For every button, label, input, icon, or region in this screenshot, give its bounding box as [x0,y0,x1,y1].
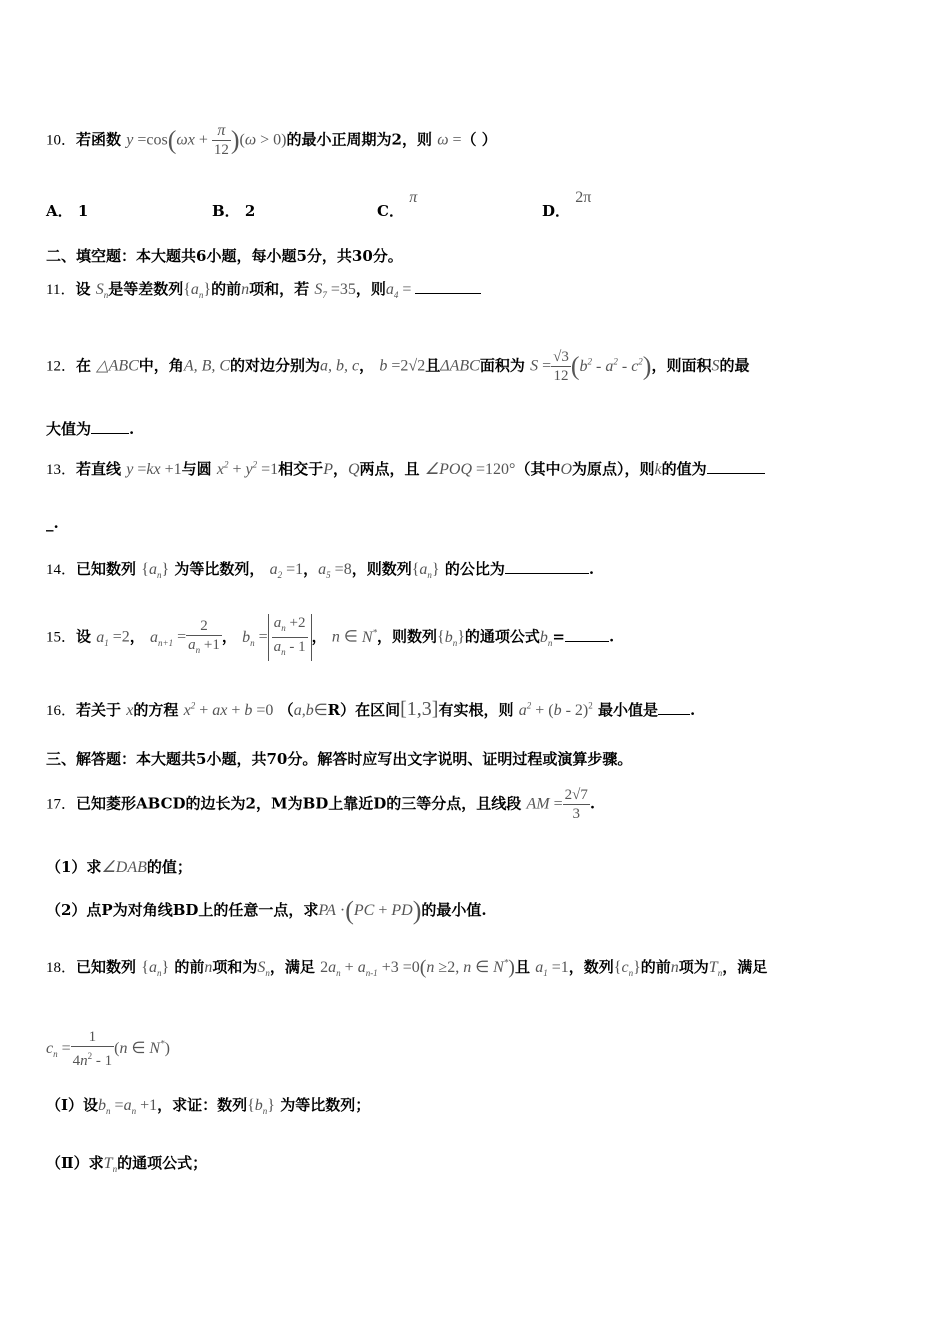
answer-blank[interactable] [415,279,481,294]
formula: ω [244,131,257,149]
question-13: 13．若直线 y =kx +1与圆 $x^2 + y^2 =1$相交于P，Q两点，且 ∠POQ =120°（其中O为原点），则k的值为 [46,458,765,479]
formula: y [126,131,134,149]
question-17-part2: （2）点P为对角线BD上的任意一点，求PA ·(PC + PD)的最小值. [46,896,487,925]
formula: =cos [133,131,168,149]
formula: ωx [176,131,195,149]
question-18: 18．已知数列 $\{a_n\}$ 的前n项和为$S_n$，满足 $2a_n + a_{n-1} +3 =0(n \ge 2$, n ∈ N*)且 $a_1 =1$，数列$\{c_n\}$的前n项为$T_n$，满足 [46,956,768,979]
option-a: A． 1 [46,202,89,220]
question-10 [46,122,497,159]
formula: = [448,131,462,149]
formula: ω [437,131,449,149]
answer-blank[interactable] [658,700,690,715]
question-number: 10． [46,132,77,149]
formula: ( [239,131,245,149]
option-b: B． 2 [212,202,256,220]
question-17-part1: （1）求∠DAB的值； [46,858,192,876]
question-12-continued: 大值为 . [46,420,135,438]
formula: > 0) [256,131,287,149]
fraction: $\frac{\pi}{12}$ [213,122,229,158]
option-c: C． π [377,189,418,220]
question-11: 11．设 $S_n$是等差数列$\{a_n\}$的前n项和，若 $S_7 =35$，则$a_4$ = [46,278,481,300]
paren: ( [167,125,177,155]
answer-blank[interactable] [505,559,589,574]
answer-blank[interactable] [91,419,129,434]
question-12: 12．在 △ABC中，角A, B, C的对边分别为a, b, c， b =2√2且ΔABC面积为 S = $\frac{√3}{12}$ $(b^2 - a^2 - c^2)$，则面积S的最 [46,349,750,384]
question-13-continued: _. [46,514,59,532]
formula: + [194,131,212,149]
question-text: 的最小正周期为2，则 [286,130,432,149]
question-18-part2: （Ⅱ）求$T_n$的通项公式； [46,1154,208,1175]
answer-blank[interactable] [565,627,609,642]
question-16: 16．若关于 x的方程 $x^2$ + ax + b =0 （a,b∈R）在区间[1,3]有实根，则 $a^2 + (b - 2)^2$ 最小值是 . [46,698,696,720]
question-text: （ ） [461,130,497,149]
question-14: 14．已知数列 $\{a_n\}$ 为等比数列， $a_2 =1$，$a_5 =8$，则数列$\{a_n\}$ 的公比为 . [46,560,595,581]
option-d: D． 2π [542,189,592,220]
paren: ) [230,125,240,155]
question-text: 若函数 [76,130,122,149]
question-18-part1: （Ⅰ）设$b_n =a_n +1$，求证：数列$\{b_n\}$ 为等比数列； [46,1096,371,1117]
question-15: 15．设 $a_1 =2$， $a_{n+1}$ = $\frac{2}{a_n +1}$ ， $b_n$ = $\frac{a_n +2}{a_n - 1}$ ， n ∈ N*，则数列$\{b_n\}$的通项公式$b_n=$ . [46,614,614,661]
section-heading-3: 三、解答题：本大题共5小题，共70分。解答时应写出文字说明、证明过程或演算步骤。 [46,750,633,768]
question-17: 17．已知菱形ABCD的边长为2，M为BD上靠近D的三等分点，且线段 AM = $\frac{2√7}{3}$ . [46,787,596,822]
question-18-formula: $c_n$ = $\frac{1}{4n^2 - 1}$ (n ∈ N*) [46,1029,170,1069]
answer-blank[interactable] [707,459,765,474]
section-heading-2: 二、填空题：本大题共6小题，每小题5分，共30分。 [46,247,403,265]
